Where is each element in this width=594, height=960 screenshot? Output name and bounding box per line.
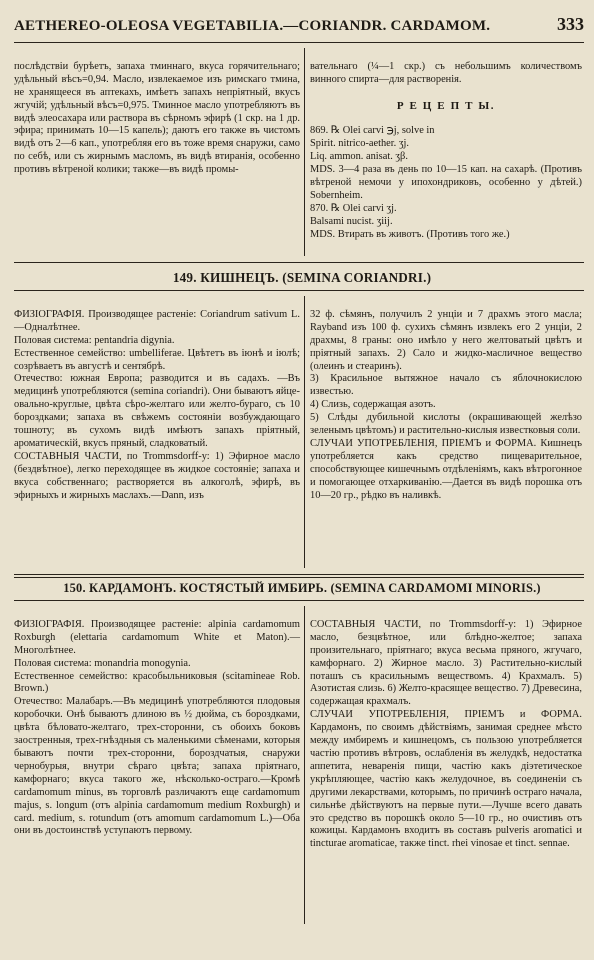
section-rule-2b xyxy=(14,600,584,601)
column-divider-top xyxy=(304,48,305,256)
section-rule-1 xyxy=(14,262,584,263)
coriander-left-column xyxy=(14,296,300,515)
section-title-cardamom: 150. КАРДАМОНЪ. КОСТЯСТЫЙ ИМБИРЬ. (SEMINA CARDAMOMI MINORIS.) xyxy=(63,581,541,595)
coriander-left-text: ФИЗІОГРАФІЯ. Производящее растеніе: Coriandrum sativum L.—Одналѣтнее. Половая система: pentandria digynia. Естественное семейство: umbelliferae. Цвѣтетъ въ іюнѣ и іюлѣ; созрѣваетъ въ августѣ и сентябрѣ. Отечество: южная Европа; разводится и въ садахъ. —Въ медицинѣ употребляются (semina coriandri). Они бываютъ яйце-овально-круглые, цвѣта сѣро-желтаго или желто-бураго, съ 10 бороздками; запаха въ свѣжемъ состояніи возбуждающаго тошноту; въ сухомъ видѣ имѣютъ запахъ пріятный, ароматическій, вкусъ пряный, сладковатый. СОСТАВНЫЯ ЧАСТИ, по Trommsdorff-у: 1) Эфирное масло (бездвѣтное), легко переходящее въ жидкое состояніе; запаха и вкуса собственнаго; растворяется въ алкоголѣ, эфирѣ, въ эфирныхъ и жирныхъ маслахъ.—Dann, изъ xyxy=(14,308,300,501)
column-divider-middle xyxy=(304,296,305,568)
top-left-column xyxy=(14,48,300,190)
cardamom-right-text: СОСТАВНЫЯ ЧАСТИ, по Trommsdorff-у: 1) Эфирное масло, безцвѣтное, или блѣдно-желтое; запаха произительнаго, пріятнаго; вкуса весьма пряного, жгучаго, камфорнаго. 2) Жирное масло. 3) Растительно-кислый поташъ съ красильнымъ веществомъ. 4) Крахмалъ. 5) Азотистая слизь. 6) Желто-красящее вещество. 7) Древесина, содержащая крахмалъ. СЛУЧАИ УПОТРЕБЛЕНІЯ, ПРІЕМЪ и ФОРМА. Кардамонъ, по своимъ дѣйствіямъ, занимая среднее мѣсто между имбиремъ и кишнецомъ, съ пользою употребляется частію противъ вѣтровъ, ослабленія въ желудкѣ, недостатка аппетита, неваренія пищи, частію какъ діэтетическое укрѣпляющее, частію какъ желудочное, въ соединеніи съ другими лекарствами, которымъ, по причинѣ остраго начала, сильнѣе дѣйствуютъ на первые пути.—Лучше всего давать это средство въ порошкѣ около 5—10 гр., но очистивъ отъ кожицы. Кардамонъ входитъ въ составъ pulveris aromatici и tincturae aromaticae, также tinct. rhei vinosae et tinct. sennae. xyxy=(310,618,582,850)
top-right-column xyxy=(310,48,582,255)
section-rule-1b xyxy=(14,290,584,291)
page-header xyxy=(14,14,584,43)
coriander-right-text: 32 ф. сѣмянъ, получилъ 2 унціи и 7 драхмъ этого масла; Rayband изъ 100 ф. сухихъ сѣмянъ извлекъ его 2 унціи, 2 драхмы, 8 граны: оно имѣло у него желтоватый цвѣтъ и пріятный запахъ. 2) Сало и жидко-масличное вещество (олеинъ и стеаринъ). 3) Красильное вытяжное начало съ яблочнокислою известью. 4) Слизь, содержащая азотъ. 5) Слѣды дубильной кислоты (окрашивающей желѣзо зеленымъ цвѣтомъ) и растительно-кислыя известковыя соли. СЛУЧАИ УПОТРЕБЛЕНІЯ, ПРІЕМЪ и ФОРМА. Кишнецъ употребляется какъ средство пищеварительное, способствующее кишечнымъ отдѣленіямъ, какъ вѣтрогонное и помогающее отхаркиванію.—Дается въ видѣ порошка отъ 10—20 гр., рѣдко въ наливкѣ. xyxy=(310,308,582,501)
section-title-coriander: 149. КИШНЕЦЪ. (SEMINA CORIANDRI.) xyxy=(172,270,432,285)
cardamom-left-column xyxy=(14,606,300,851)
page-number: 333 xyxy=(557,14,584,34)
coriander-right-column xyxy=(310,296,582,515)
top-left-text: послѣдствіи бурѣетъ, запаха тминнаго, вкуса горячительнаго; удѣльный вѣсъ=0,94. Масло, извлекаемое изъ римскаго тмина, не хранящееся въ аптекахъ, имѣетъ запахъ непріятный, вкусъ жгучій; удѣльный вѣсъ=0,975. Тминное масло употребляютъ въ видѣ элеосахара или раствора въ сѣрномъ эфирѣ (1 скр. на 1 др. эфира; принимать 10—15 капель); даютъ его также въ чистомъ видѣ отъ 2—6 кап., употребляя его въ тоже время снаружи, само по себѣ, или съ жирнымъ масломъ, въ видѣ втиранія, особенно противъ вѣтреной колики; также—въ видѣ промы- xyxy=(14,60,300,176)
cardamom-left-text: ФИЗІОГРАФІЯ. Производящее растеніе: alpinia cardamomum Roxburgh (elettaria cardamomum White et Maton).—Многолѣтнее. Половая система: monandria monogynia. Естественное семейство: красобыльниковыя (scitamineae Rob. Brown.) Отечество: Малабаръ.—Въ медицинѣ употребляются плодовыя коробочки. Онѣ бываютъ длиною въ ½ дюйма, съ бороздками, цвѣта бѣловато-желтаго, трех-сторонни, съ обоихъ боковъ заостренныя, трех-гнѣздныя съ маленькими сѣменами, которыя бываютъ почти трех-сторонни, бороздчатыя, снаружи чернобурыя, внутри сѣраго цвѣта; запаха пріятнаго, камфорнаго; вкуса такого же, нѣсколько-остраго.—Кромѣ cardamomum minus, въ торговлѣ различаютъ еще cardamomum majus, s. longum (отъ alpinia cardamomum medium Roxburgh) и card. medium, s. rotundum (отъ amomum cardamomum L.)—Оба они въ достоинствѣ уступаютъ первому. xyxy=(14,618,300,837)
recipes-text: 869. ℞ Olei carvi ℈j, solve in Spirit. nitrico-aether. ʒj. Liq. ammon. anisat. ʒβ. MDS. 3—4 раза въ день по 10—15 кап. на сахарѣ. (Противъ вѣтреной немочи у ипохондриковъ, особенно у дѣтей.) Sobernheim. 870. ℞ Olei carvi ʒj. Balsami nucist. ʒiij. MDS. Втирать въ животъ. (Противъ того же.) xyxy=(310,125,582,240)
column-divider-bottom xyxy=(304,606,305,924)
cardamom-right-column xyxy=(310,606,582,864)
section-rule-2 xyxy=(14,574,584,575)
recipes-heading: Р Е Ц Е П Т Ы. xyxy=(396,99,496,112)
running-head: AETHEREO-OLEOSA VEGETABILIA.—CORIANDR. CARDAMOM. xyxy=(14,18,491,34)
top-right-intro: вательнаго (¼—1 скр.) съ небольшимъ количествомъ винного спирта—для растворенія. xyxy=(310,60,582,85)
